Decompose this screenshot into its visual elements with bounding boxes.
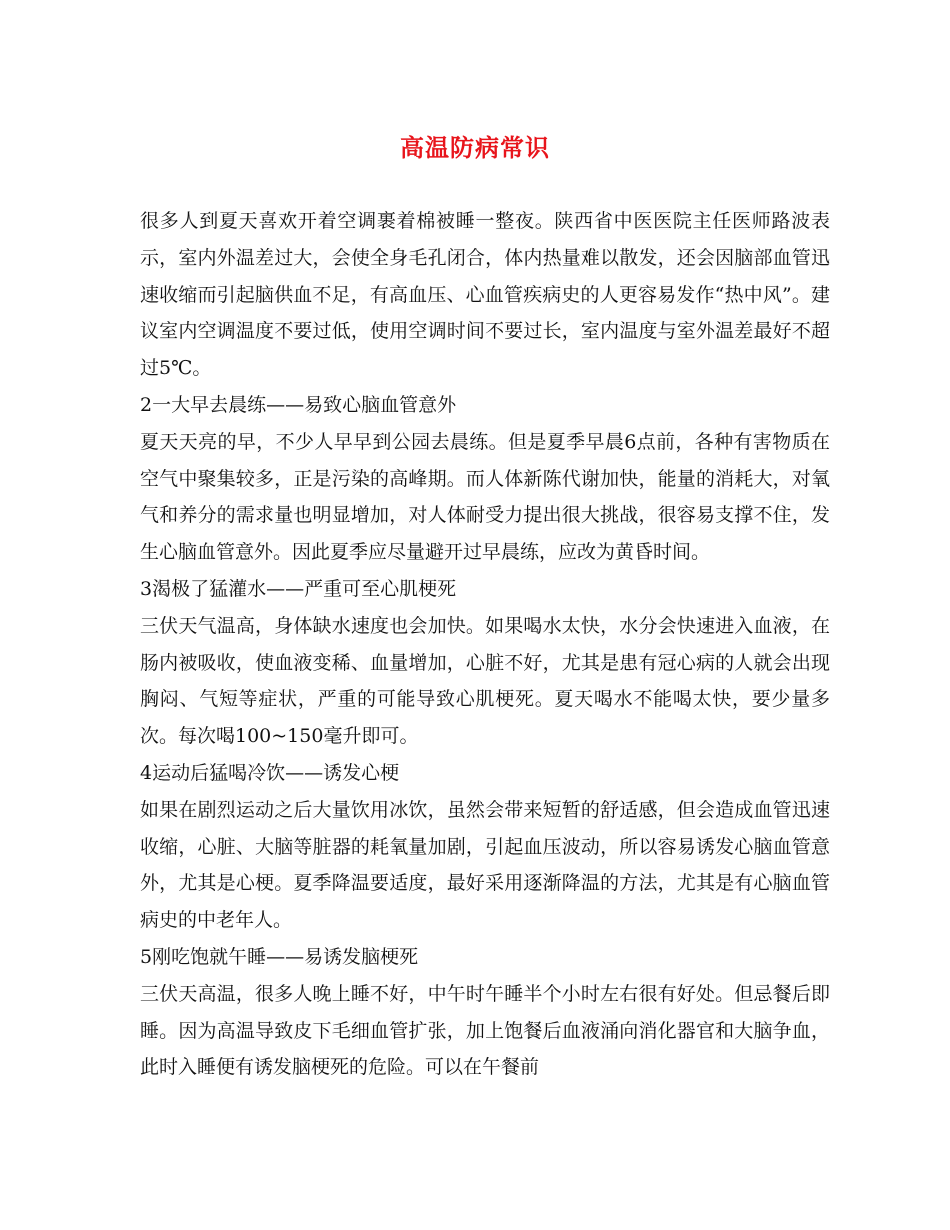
section-heading-3: 3渴极了猛灌水——严重可至心肌梗死 <box>140 577 457 600</box>
section-heading-2: 2一大早去晨练——易致心脑血管意外 <box>140 393 457 416</box>
body-paragraph-3: 三伏天气温高，身体缺水速度也会加快。如果喝水太快，水分会快速进入血液，在肠内被吸收，使血液变稀、血量增加，心脏不好，尤其是患有冠心病的人就会出现胸闷、气短等症状，严重的可能导致心肌梗死。夏天喝水不能喝太快，要少量多次。每次喝100~150毫升即可。 <box>140 614 830 748</box>
section-heading-5: 5刚吃饱就午睡——易诱发脑梗死 <box>140 945 419 968</box>
body-paragraph-5: 三伏天高温，很多人晚上睡不好，中午时午睡半个小时左右很有好处。但忌餐后即睡。因为高温导致皮下毛细血管扩张，加上饱餐后血液涌向消化器官和大脑争血，此时入睡便有诱发脑梗死的危险。可以在午餐前 <box>140 982 830 1079</box>
body-paragraph-intro: 很多人到夏天喜欢开着空调裹着棉被睡一整夜。陕西省中医医院主任医师路波表示，室内外温差过大，会使全身毛孔闭合，体内热量难以散发，还会因脑部血管迅速收缩而引起脑供血不足，有高血压、心血管疾病史的人更容易发作“热中风”。建议室内空调温度不要过低，使用空调时间不要过长，室内温度与室外温差最好不超过5℃。 <box>140 210 830 380</box>
document-body <box>140 203 830 1086</box>
body-paragraph-2: 夏天天亮的早，不少人早早到公园去晨练。但是夏季早晨6点前，各种有害物质在空气中聚集较多，正是污染的高峰期。而人体新陈代谢加快，能量的消耗大，对氧气和养分的需求量也明显增加，对人体耐受力提出很大挑战，很容易支撑不住，发生心脑血管意外。因此夏季应尽量避开过早晨练，应改为黄昏时间。 <box>140 430 830 564</box>
body-paragraph-4: 如果在剧烈运动之后大量饮用冰饮，虽然会带来短暂的舒适感，但会造成血管迅速收缩，心脏、大脑等脏器的耗氧量加剧，引起血压波动，所以容易诱发心脑血管意外，尤其是心梗。夏季降温要适度，最好采用逐渐降温的方法，尤其是有心脑血管病史的中老年人。 <box>140 798 830 932</box>
document-title: 高温防病常识 <box>400 133 550 162</box>
section-heading-4: 4运动后猛喝冷饮——诱发心梗 <box>140 761 400 784</box>
